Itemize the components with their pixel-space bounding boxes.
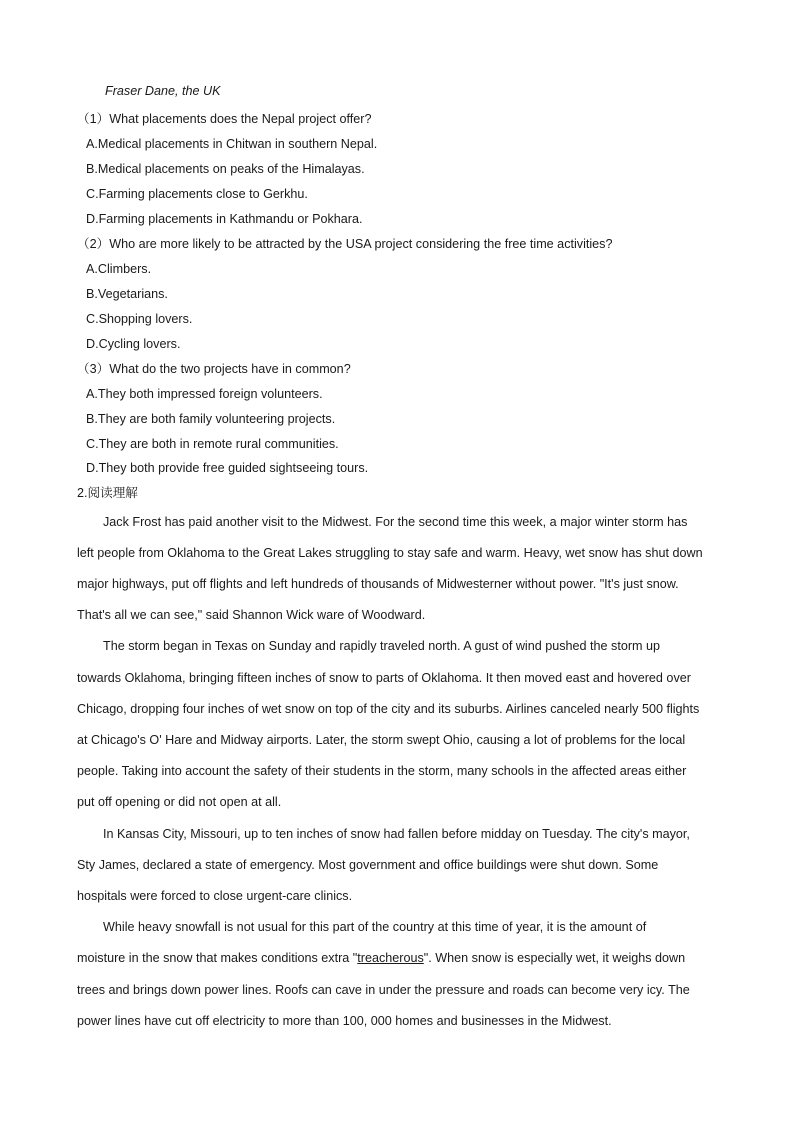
passage-p1-line-1: Jack Frost has paid another visit to the Midwest. For the second time this week, a major winter storm has [103, 515, 688, 529]
question-1-option-a: A.Medical placements in Chitwan in southern Nepal. [86, 137, 378, 151]
question-3-option-d: D.They both provide free guided sightseeing tours. [86, 461, 369, 475]
passage-attribution: Fraser Dane, the UK [105, 84, 221, 98]
passage-p4-line-2-after: ". When snow is especially wet, it weighs down [423, 951, 686, 965]
question-2-option-c: C.Shopping lovers. [86, 312, 193, 326]
passage-p4-line-2 [77, 950, 685, 966]
question-1-option-b: B.Medical placements on peaks of the Himalayas. [86, 162, 365, 176]
passage-p4-line-2-before: moisture in the snow that makes conditions extra " [77, 951, 358, 965]
question-3-option-a: A.They both impressed foreign volunteers. [86, 387, 323, 401]
passage-p2-line-3: Chicago, dropping four inches of wet snow on top of the city and its suburbs. Airlines canceled nearly 500 flights [77, 702, 700, 716]
passage-p3-line-2: Sty James, declared a state of emergency. Most government and office buildings were shut down. Some [77, 858, 659, 872]
passage-p3-line-1: In Kansas City, Missouri, up to ten inches of snow had fallen before midday on Tuesday. The city's mayor, [103, 827, 690, 841]
passage-p2-line-1: The storm began in Texas on Sunday and rapidly traveled north. A gust of wind pushed the storm up [103, 639, 661, 653]
passage-p4-line-4: power lines have cut off electricity to more than 100, 000 homes and businesses in the Midwest. [77, 1014, 612, 1028]
underlined-word-treacherous: treacherous [357, 951, 424, 965]
question-3-option-c: C.They are both in remote rural communities. [86, 437, 339, 451]
passage-p4-line-3: trees and brings down power lines. Roofs can cave in under the pressure and roads can become very icy. The [77, 983, 690, 997]
question-2-option-b: B.Vegetarians. [86, 287, 168, 301]
passage-p2-line-6: put off opening or did not open at all. [77, 795, 282, 809]
question-2-stem: （2）Who are more likely to be attracted by the USA project considering the free time activities? [77, 237, 613, 251]
passage-p4-line-1: While heavy snowfall is not usual for this part of the country at this time of year, it is the amount of [103, 920, 647, 934]
question-2-option-a: A.Climbers. [86, 262, 152, 276]
passage-p2-line-5: people. Taking into account the safety of their students in the storm, many schools in the affected areas either [77, 764, 687, 778]
question-3-stem: （3）What do the two projects have in common? [77, 362, 351, 376]
question-2-option-d: D.Cycling lovers. [86, 337, 181, 351]
passage-p1-line-2: left people from Oklahoma to the Great Lakes struggling to stay safe and warm. Heavy, wet snow has shut down [77, 546, 703, 560]
question-1-option-c: C.Farming placements close to Gerkhu. [86, 187, 308, 201]
section-title: 2.阅读理解 [77, 486, 138, 500]
passage-p2-line-4: at Chicago's O' Hare and Midway airports. Later, the storm swept Ohio, causing a lot of problems for the local [77, 733, 686, 747]
question-1-stem: （1）What placements does the Nepal project offer? [77, 112, 372, 126]
question-1-option-d: D.Farming placements in Kathmandu or Pokhara. [86, 212, 363, 226]
passage-p3-line-3: hospitals were forced to close urgent-care clinics. [77, 889, 353, 903]
passage-p1-line-3: major highways, put off flights and left hundreds of thousands of Midwesterner without power. "It's just snow. [77, 577, 679, 591]
question-3-option-b: B.They are both family volunteering projects. [86, 412, 336, 426]
passage-p1-line-4: That's all we can see," said Shannon Wick ware of Woodward. [77, 608, 426, 622]
passage-p2-line-2: towards Oklahoma, bringing fifteen inches of snow to parts of Oklahoma. It then moved east and hovered over [77, 671, 691, 685]
